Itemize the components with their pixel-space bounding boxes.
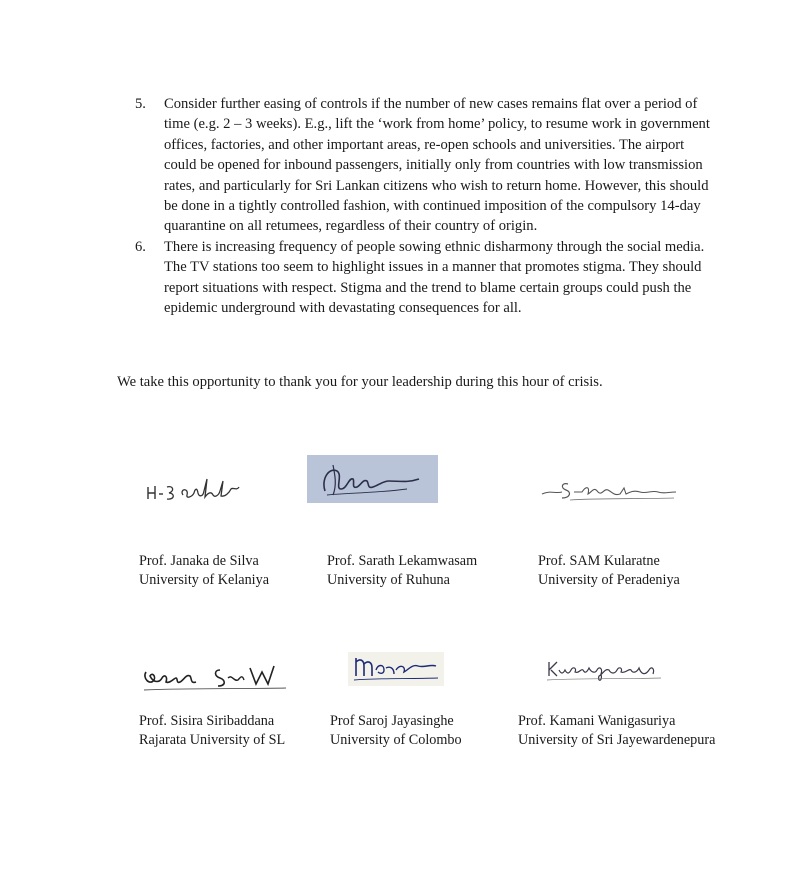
closing-sentence: We take this opportunity to thank you for your leadership during this hour of crisis.	[117, 374, 603, 390]
signatory-affiliation: University of Ruhuna	[327, 572, 450, 588]
signatory-affiliation: University of Sri Jayewardenepura	[518, 732, 716, 748]
signatory-saroj-jayasinghe	[330, 712, 462, 750]
signatory-name: Prof. SAM Kularatne	[538, 553, 660, 569]
signatory-name: Prof Saroj Jayasinghe	[330, 713, 454, 729]
item-text: There is increasing frequency of people sowing ethnic disharmony through the social media. The TV stations too seem to highlight issues in a manner that promotes stigma. They should report situations with respect. Stigma and the trend to blame certain groups could push the epidemic underground with devastating consequences for all.	[164, 238, 705, 317]
item-number: 6.	[135, 238, 146, 255]
recommendation-item	[135, 94, 715, 237]
signatory-affiliation: University of Peradeniya	[538, 572, 680, 588]
signature-sam-kularatne	[540, 474, 680, 504]
signatory-sisira-siribaddana	[139, 712, 285, 750]
item-number: 5.	[135, 96, 146, 112]
signature-saroj-jayasinghe	[348, 652, 444, 686]
signature-sisira-siribaddana	[140, 660, 290, 694]
signatory-kamani-wanigasuriya	[518, 712, 715, 750]
signatory-name: Prof. Sarath Lekamwasam	[327, 553, 478, 569]
signatory-sam-kularatne	[538, 552, 680, 590]
signatory-name: Prof. Sisira Siribaddana	[139, 713, 275, 729]
signature-kamani-wanigasuriya	[545, 654, 665, 684]
signatory-affiliation: Rajarata University of SL	[139, 732, 286, 748]
signatory-name: Prof. Kamani Wanigasuriya	[518, 713, 676, 729]
recommendation-list	[135, 94, 715, 318]
signatory-sarath-lekamwasam	[327, 552, 477, 590]
signatory-affiliation: University of Kelaniya	[139, 572, 270, 588]
signatory-name: Prof. Janaka de Silva	[139, 553, 259, 569]
signatory-janaka-de-silva	[139, 552, 269, 590]
item-text: Consider further easing of controls if the number of new cases remains flat over a period of time (e.g. 2 – 3 weeks). E.g., lift the ‘work from home’ policy, to resume work in government offices, factories, and other important areas, re-open schools and universities. The airport could be opened for inbound passengers, initially only from countries with low transmission rates, and particularly for Sri Lankan citizens who wish to return home. However, this should be done in a tightly controlled fashion, with continued imposition of the compulsory 14-day quarantine on all retumees, regardless of their country of origin.	[164, 96, 710, 235]
signatory-affiliation: University of Colombo	[330, 732, 462, 748]
signature-sarath-lekamwasam	[307, 455, 438, 503]
recommendation-item	[135, 237, 715, 319]
signature-janaka-de-silva	[145, 473, 265, 505]
